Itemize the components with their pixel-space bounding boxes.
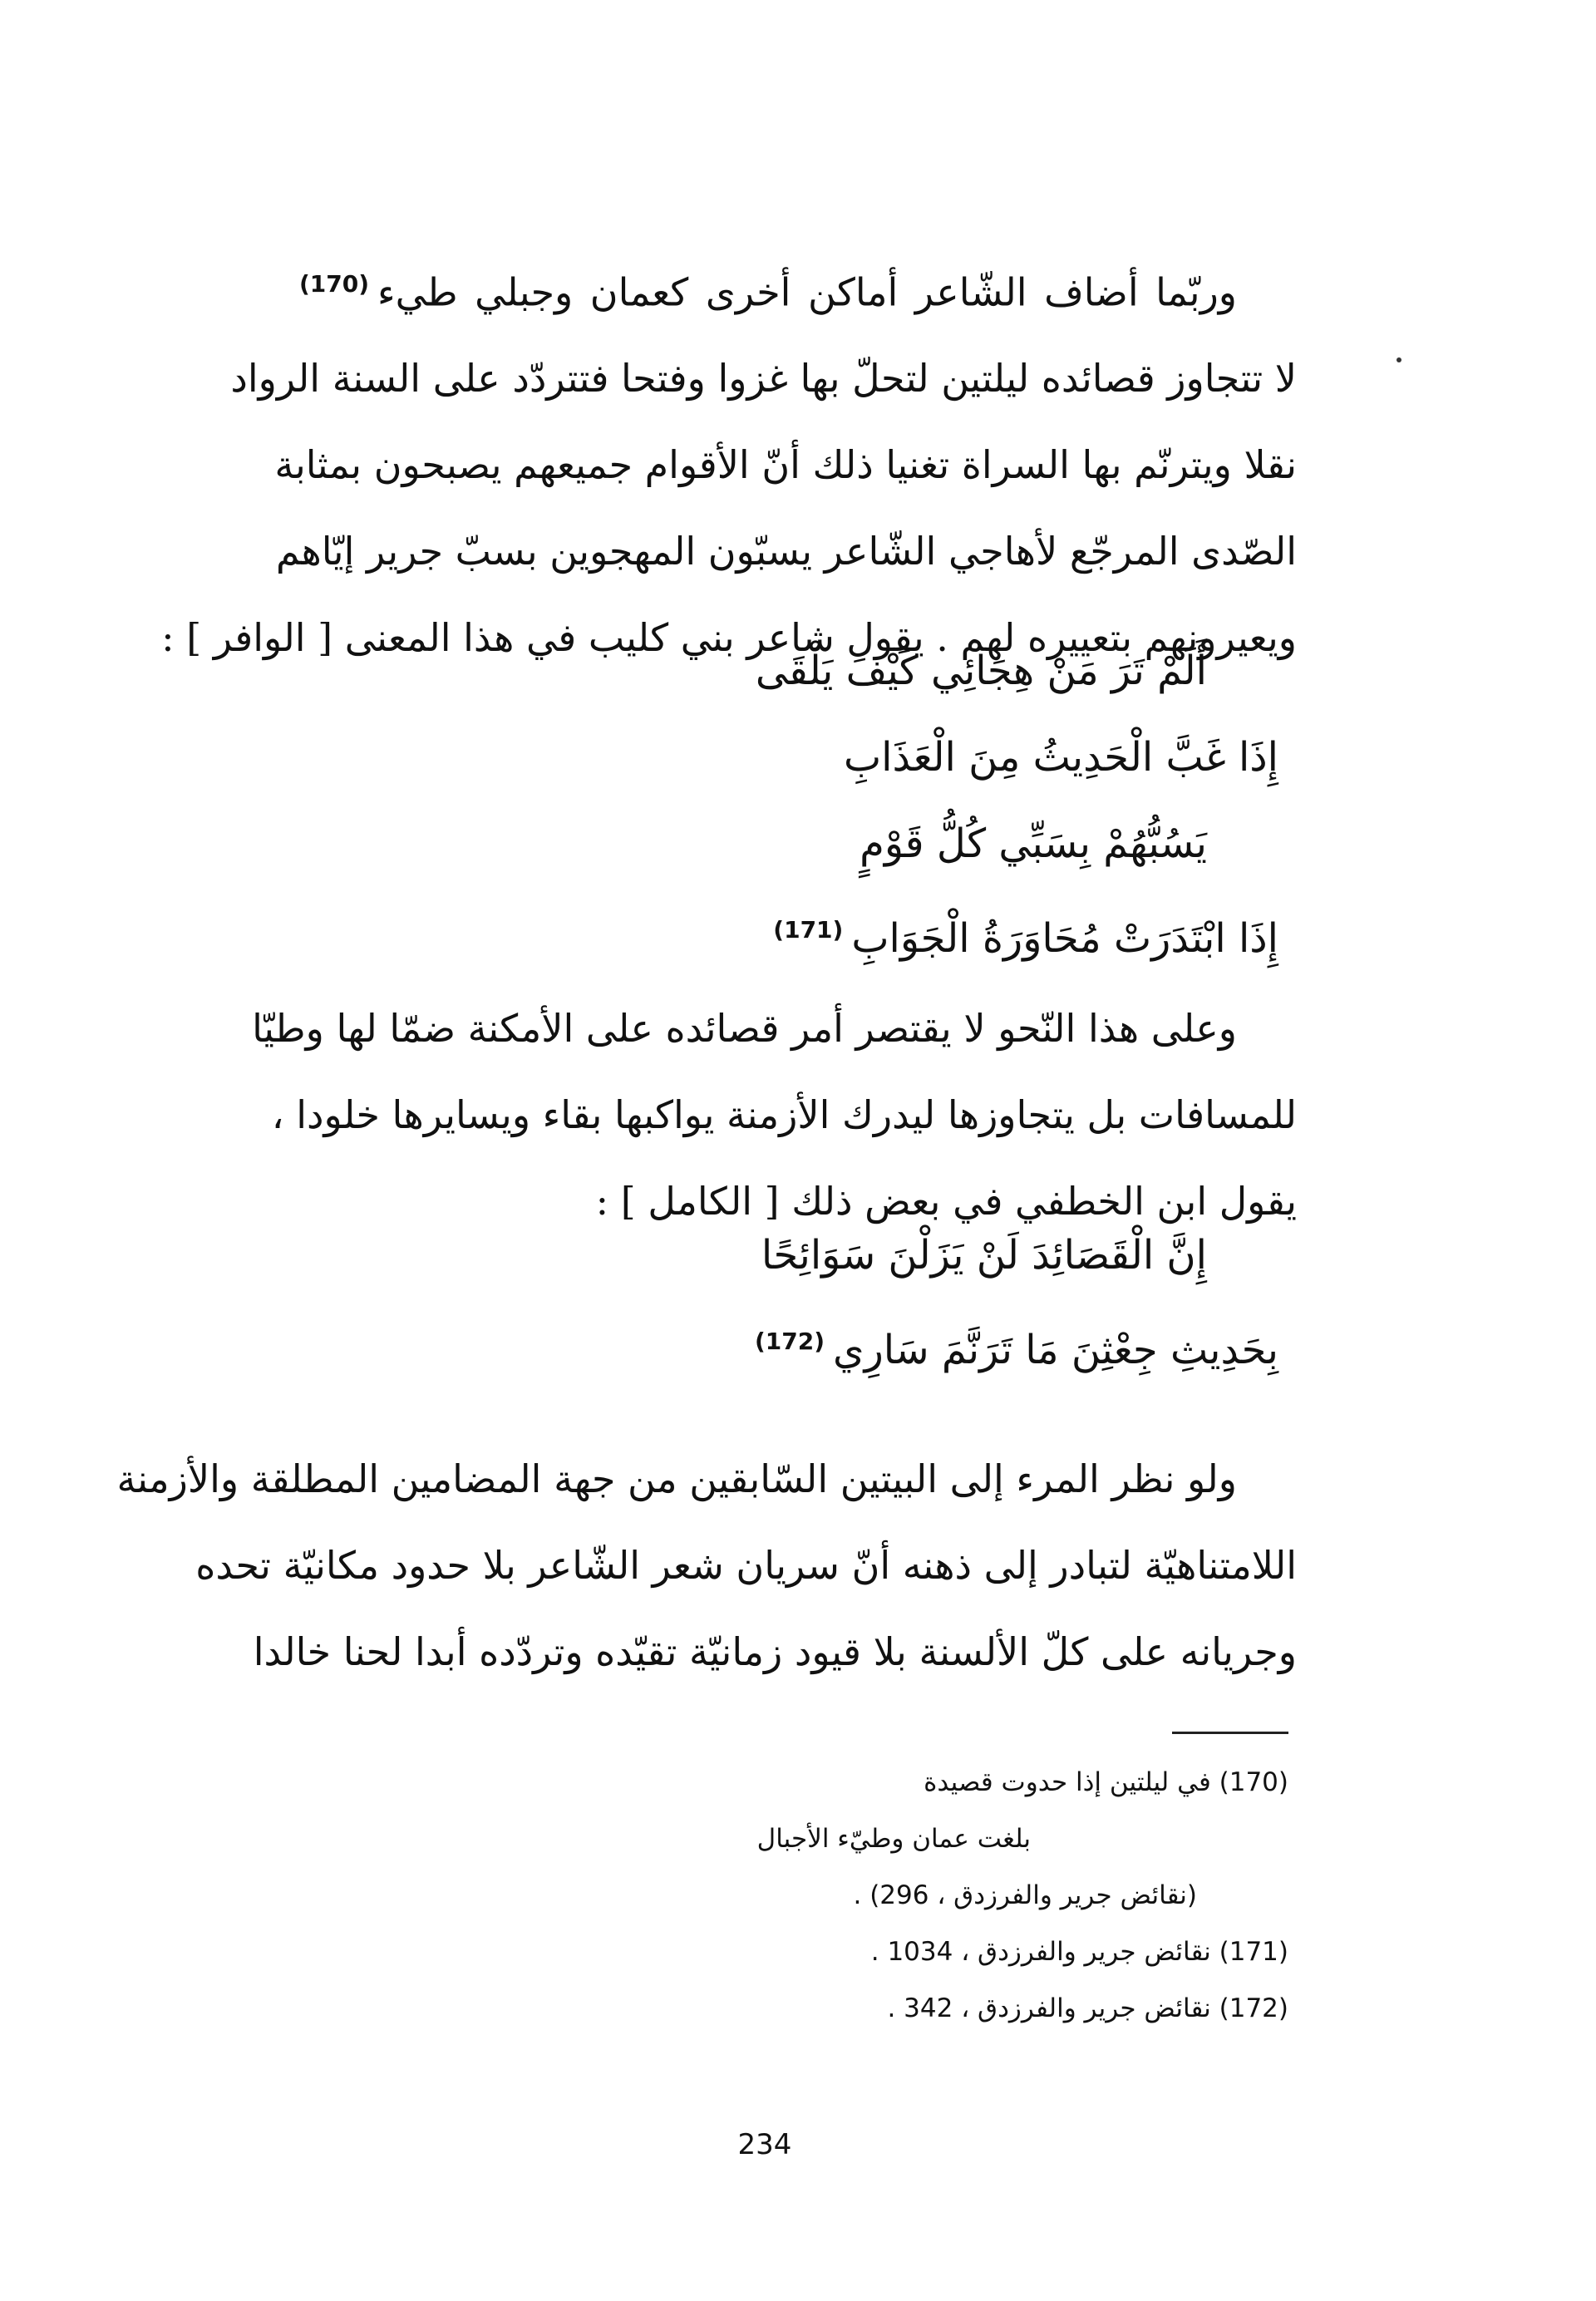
paragraph-2 [252,985,1297,1244]
paragraph-3-line-2: اللامتناهيّة لتبادر إلى ذهنه أنّ سريان شعر الشّاعر بلا حدود مكانيّة تحده [195,1543,1297,1588]
verse-1-line-3: يَسُبُّهُمْ بِسَبِّي كُلُّ قَوْمٍ [860,820,1207,867]
footnote-divider [1172,1732,1288,1734]
paragraph-3-line-3: وجريانه على كلّ الألسنة بلا قيود زمانيّة تقيّده وتردّده أبدا لحنا خالدا [253,1629,1297,1674]
paragraph-1-line-4: الصّدى المرجّع لأهاجي الشّاعر يسبّون المهجوين بسبّ جرير إيّاهم [275,529,1297,574]
footnote-ref-170: (170) [299,270,370,298]
paragraph-1-line-2: لا تتجاوز قصائده ليلتين لتحلّ بها غزوا وفتحا فتتردّد على السنة الرواد [230,356,1297,402]
verse-1-line-1: أَلَمْ تَرَ مَنْ هِجَائِي كَيْفَ يَلْقَى [755,648,1207,694]
paragraph-1-line-5: ويعيرونهم بتعييره لهم . يقول شاعر بني كليب في هذا المعنى [ الوافر ] : [161,615,1297,661]
verse-1 [299,628,1297,982]
footnote-170-source: (نقائض جرير والفرزدق ، 296) . [853,1880,1197,1910]
page-number: 234 [737,2128,792,2161]
paragraph-1 [161,241,1297,681]
verse-2-line-1: إِنَّ الْقَصَائِدَ لَنْ يَزَلْنَ سَوَائِحًا [761,1232,1207,1279]
footnote-171: (171) نقائض جرير والفرزدق ، 1034 . [870,1937,1288,1967]
footnote-ref-171: (171) [773,916,844,944]
paragraph-2-line-2: للمسافات بل يتجاوزها ليدرك الأزمنة يواكبها بقاء ويسايرها خلودا ، [271,1092,1297,1137]
footnote-170: (170) في ليلتين إذا حدوت قصيدة [924,1767,1288,1797]
margin-mark [1396,357,1401,362]
verse-2 [299,1212,1297,1393]
paragraph-3-line-1: ولو نظر المرء إلى البيتين السّابقين من جهة المضامين المطلقة والأزمنة [116,1456,1237,1501]
footnote-172: (172) نقائض جرير والفرزدق ، 342 . [887,1993,1288,2023]
paragraph-2-line-1: وعلى هذا النّحو لا يقتصر أمر قصائده على الأمكنة ضمّا لها وطيّا [252,1006,1237,1051]
paragraph-1-line-3: نقلا ويترنّم بها السراة تغنيا ذلك أنّ الأقوام جميعهم يصبحون بمثابة [274,442,1297,488]
footnote-ref-172: (172) [754,1328,825,1355]
paragraph-2-line-3: يقول ابن الخطفي في بعض ذلك [ الكامل ] : [595,1179,1297,1224]
verse-1-line-4: إِذَا ابْتَدَرَتْ مُحَاوَرَةُ الْجَوَابِ$^{(171)}$ [773,915,1278,962]
paragraph-1-line-1: وربّما أضاف الشّاعر أماكن أخرى كعمان وجبلي طيء$^{(170)}$ [299,269,1237,315]
verse-2-line-2: بِحَدِيثِ جِعْثِنَ مَا تَرَنَّمَ سَارِي$^{(172)}$ [754,1327,1278,1373]
paragraph-3 [116,1436,1297,1695]
verse-1-line-2: إِذَا غَبَّ الْحَدِيثُ مِنَ الْعَذَابِ [843,734,1278,781]
footnotes [374,1754,1288,2037]
footnote-170-verse: بلغت عمان وطيّء الأجبال [756,1824,1031,1854]
